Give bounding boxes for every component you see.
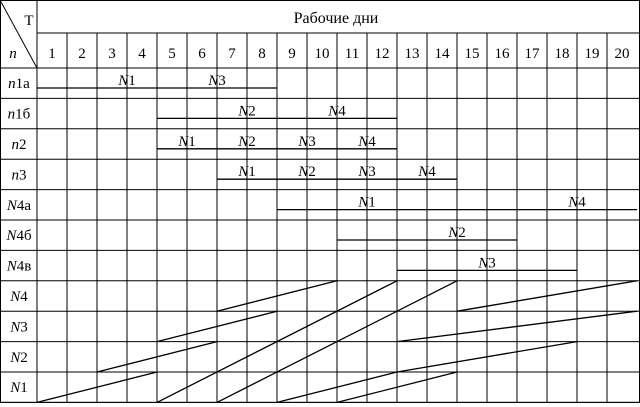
work-bar-label: [297, 134, 316, 150]
bar-label-number: 3: [368, 164, 376, 181]
bar-label-letter: N: [238, 133, 249, 150]
day-label: 8: [258, 46, 266, 62]
bar-label-number: 1: [128, 73, 136, 89]
work-bar-label: [207, 73, 226, 89]
row-label-sub: 2: [20, 349, 28, 366]
row-labels: [5, 76, 32, 396]
row-label-n1b: [8, 107, 31, 123]
work-bar-label: [327, 103, 346, 119]
row-label-sub: 1: [20, 380, 28, 397]
bar-label-letter: N: [238, 164, 249, 181]
row-label-n2: [12, 137, 27, 153]
row-label-main: N: [10, 349, 21, 366]
bar-label-letter: N: [298, 133, 309, 150]
bar-label-number: 2: [248, 133, 256, 150]
header-title: Рабочие дни: [293, 10, 379, 27]
day-label: 17: [524, 46, 540, 62]
bar-label-letter: N: [358, 164, 369, 181]
bar-label-number: 2: [308, 164, 316, 181]
row-label-main: N: [10, 289, 21, 305]
work-bar-label: [357, 134, 376, 150]
row-label-sub: 1а: [15, 76, 30, 93]
bar-label-number: 1: [248, 164, 256, 181]
day-label: 16: [494, 46, 510, 62]
day-label: 11: [344, 46, 360, 62]
day-label: 12: [374, 46, 390, 62]
row-label-sub: 4: [20, 289, 28, 305]
bar-label-number: 3: [488, 255, 496, 272]
bar-label-number: 3: [218, 73, 226, 89]
row-label-main: N: [6, 197, 17, 214]
bar-label-number: 1: [368, 194, 376, 211]
bar-label-letter: N: [238, 103, 249, 120]
row-label-N4b: [5, 228, 32, 244]
bar-label-number: 4: [338, 103, 346, 120]
day-label: 6: [198, 46, 206, 62]
row-label-main: n: [8, 76, 16, 93]
day-label: 19: [584, 46, 600, 62]
bar-label-letter: N: [358, 133, 369, 150]
bar-label-number: 2: [248, 103, 256, 120]
corner-diagonal: [0, 0, 37, 68]
work-bar-label: [567, 195, 586, 211]
day-label: 9: [288, 46, 296, 62]
corner-bottom-label: n: [9, 46, 17, 62]
day-header-row: [48, 46, 629, 62]
day-label: 14: [434, 46, 450, 62]
row-label-N2: [9, 350, 28, 366]
bar-label-letter: N: [448, 225, 459, 241]
work-bar-label: [417, 164, 436, 180]
row-label-N4: [9, 289, 28, 305]
header-corner: [0, 0, 37, 68]
work-bar-label: [297, 164, 316, 180]
work-bar-label: [357, 164, 376, 180]
bar-label-number: 4: [368, 133, 376, 150]
day-label: 13: [404, 46, 420, 62]
row-label-sub: 4в: [16, 258, 32, 275]
day-label: 18: [554, 46, 570, 62]
day-label: 20: [614, 46, 630, 62]
day-label: 4: [138, 46, 146, 62]
row-label-sub: 3: [19, 167, 27, 184]
row-label-sub: 3: [20, 319, 28, 336]
bar-label-letter: N: [118, 73, 129, 89]
bar-label-number: 3: [308, 133, 316, 150]
work-bar-label: [237, 134, 256, 150]
bar-label-number: 4: [578, 194, 586, 211]
corner-top-label: T: [24, 13, 34, 29]
day-label: 5: [168, 46, 176, 62]
bar-label-letter: N: [478, 255, 489, 272]
row-label-n1a: [8, 76, 30, 92]
bar-label-letter: N: [178, 133, 189, 150]
row-label-sub: 4б: [16, 228, 32, 245]
row-label-main: N: [10, 319, 21, 336]
bar-label-number: 4: [428, 164, 436, 181]
work-bar-label: [357, 195, 376, 211]
bar-label-number: 1: [188, 133, 196, 150]
bar-label-letter: N: [358, 194, 369, 211]
work-bar-label: [477, 255, 496, 271]
row-label-N3: [9, 319, 28, 335]
row-label-sub: 2: [19, 137, 27, 153]
bar-label-letter: N: [208, 73, 219, 89]
bar-label-letter: N: [418, 164, 429, 181]
row-label-main: n: [11, 167, 19, 184]
day-label: 3: [108, 46, 116, 62]
row-label-N1: [9, 380, 28, 396]
bar-label-letter: N: [328, 103, 339, 120]
row-label-sub: 4а: [16, 197, 32, 214]
bar-label-letter: N: [568, 194, 579, 211]
work-bar-label: [447, 225, 466, 241]
day-label: 10: [314, 46, 330, 62]
row-label-main: N: [6, 258, 17, 275]
row-label-main: n: [7, 106, 16, 123]
day-label: 2: [78, 46, 86, 62]
row-label-sub: 1б: [15, 106, 31, 123]
work-bar-label: [237, 103, 256, 119]
day-label: 1: [48, 46, 56, 62]
row-label-main: N: [6, 228, 17, 245]
row-label-n3: [12, 167, 27, 183]
row-label-main: n: [11, 137, 19, 153]
bar-label-number: 2: [458, 225, 466, 241]
bar-label-letter: N: [298, 164, 309, 181]
day-label: 15: [464, 46, 480, 62]
row-label-N4v: [6, 259, 32, 275]
work-bar-label: [237, 164, 256, 180]
row-label-N4a: [6, 198, 32, 214]
day-label: 7: [228, 46, 236, 62]
row-label-main: N: [10, 380, 21, 397]
work-bar-label: [177, 134, 196, 150]
work-bar-label: [117, 73, 136, 89]
